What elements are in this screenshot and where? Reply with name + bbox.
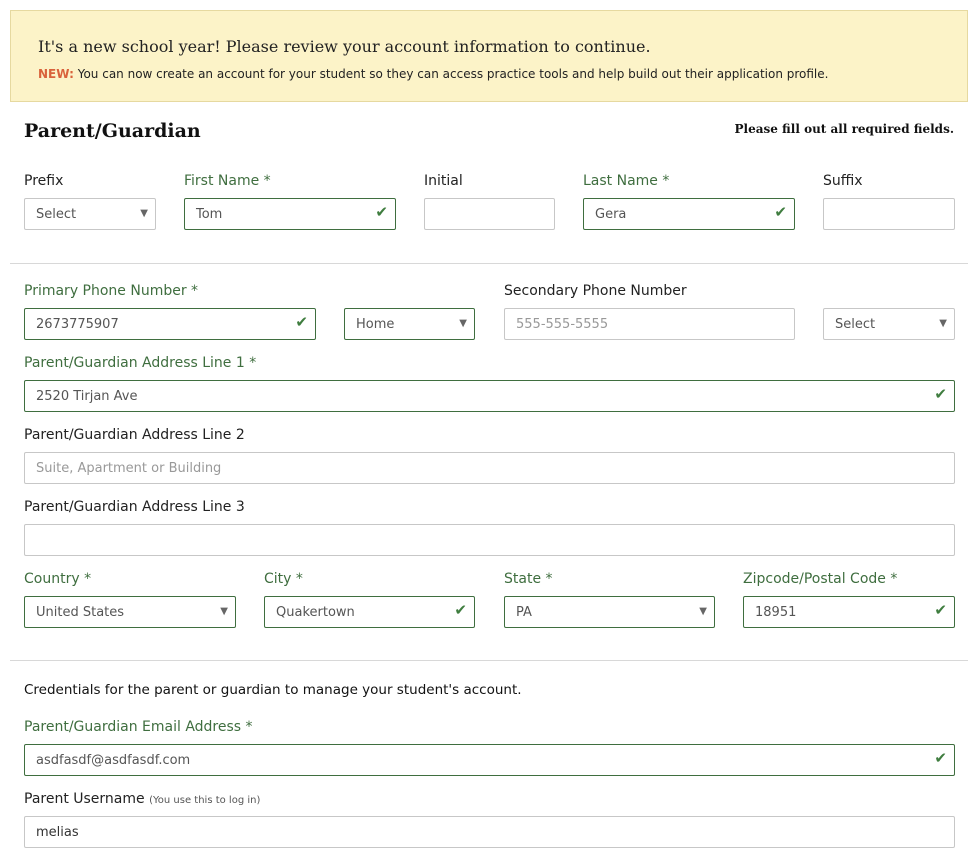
state-label: State * (504, 571, 553, 587)
credentials-note: Credentials for the parent or guardian to manage your student's account. (24, 682, 522, 698)
address-line2-label: Parent/Guardian Address Line 2 (24, 427, 245, 443)
required-fields-note: Please fill out all required fields. (734, 122, 954, 136)
check-icon: ✔ (934, 601, 947, 619)
address-line1-value: 2520 Tirjan Ave (36, 389, 138, 404)
check-icon: ✔ (934, 749, 947, 767)
zip-value: 18951 (755, 605, 797, 620)
country-select[interactable] (24, 596, 236, 628)
suffix-label: Suffix (823, 173, 863, 189)
check-icon: ✔ (934, 385, 947, 403)
email-label: Parent/Guardian Email Address * (24, 719, 253, 735)
first-name-label: First Name * (184, 173, 271, 189)
chevron-down-icon: ▼ (459, 318, 467, 329)
city-value: Quakertown (276, 605, 355, 620)
banner-note (38, 67, 828, 81)
secondary-phone-type-select[interactable] (823, 308, 955, 340)
section-title: Parent/Guardian (24, 120, 201, 142)
divider (10, 660, 968, 661)
announcement-banner (10, 10, 968, 102)
chevron-down-icon: ▼ (220, 606, 228, 617)
country-value: United States (36, 605, 125, 620)
address-line3-label: Parent/Guardian Address Line 3 (24, 499, 245, 515)
banner-note-text: You can now create an account for your student so they can access practice tools and help build out their application profile. (73, 67, 829, 81)
primary-phone-value: 2673775907 (36, 317, 119, 332)
state-select[interactable] (504, 596, 715, 628)
initial-input[interactable] (424, 198, 555, 230)
zip-label: Zipcode/Postal Code * (743, 571, 898, 587)
last-name-input[interactable] (583, 198, 795, 230)
chevron-down-icon: ▼ (699, 606, 707, 617)
zip-input[interactable] (743, 596, 955, 628)
check-icon: ✔ (774, 203, 787, 221)
country-label: Country * (24, 571, 92, 587)
new-tag: NEW: (38, 67, 74, 81)
username-value: melias (36, 825, 79, 840)
email-value: asdfasdf@asdfasdf.com (36, 753, 191, 768)
secondary-phone-type-value: Select (835, 317, 876, 332)
city-label: City * (264, 571, 303, 587)
primary-phone-type-value: Home (356, 317, 395, 332)
prefix-value: Select (36, 207, 77, 222)
address-line3-input[interactable] (24, 524, 955, 556)
initial-label: Initial (424, 173, 463, 189)
username-label (24, 791, 260, 807)
last-name-label: Last Name * (583, 173, 670, 189)
primary-phone-label: Primary Phone Number * (24, 283, 199, 299)
primary-phone-input[interactable] (24, 308, 316, 340)
check-icon: ✔ (295, 313, 308, 331)
suffix-input[interactable] (823, 198, 955, 230)
address-line2-input[interactable] (24, 452, 955, 484)
secondary-phone-placeholder: 555-555-5555 (516, 317, 609, 332)
prefix-select[interactable] (24, 198, 156, 230)
address-line1-input[interactable] (24, 380, 955, 412)
secondary-phone-input[interactable] (504, 308, 795, 340)
check-icon: ✔ (454, 601, 467, 619)
first-name-value: Tom (196, 207, 223, 222)
city-input[interactable] (264, 596, 475, 628)
check-icon: ✔ (375, 203, 388, 221)
chevron-down-icon: ▼ (939, 318, 947, 329)
state-value: PA (516, 605, 532, 620)
divider (10, 263, 968, 264)
primary-phone-type-select[interactable] (344, 308, 475, 340)
prefix-label: Prefix (24, 173, 64, 189)
username-label-text: Parent Username (24, 791, 145, 807)
secondary-phone-label: Secondary Phone Number (504, 283, 687, 299)
address-line1-label: Parent/Guardian Address Line 1 * (24, 355, 257, 371)
first-name-input[interactable] (184, 198, 396, 230)
username-input[interactable] (24, 816, 955, 848)
banner-title: It's a new school year! Please review your account information to continue. (38, 37, 651, 56)
address-line2-placeholder: Suite, Apartment or Building (36, 461, 222, 476)
email-input[interactable] (24, 744, 955, 776)
chevron-down-icon: ▼ (140, 208, 148, 219)
last-name-value: Gera (595, 207, 627, 222)
username-hint: (You use this to log in) (149, 795, 261, 806)
